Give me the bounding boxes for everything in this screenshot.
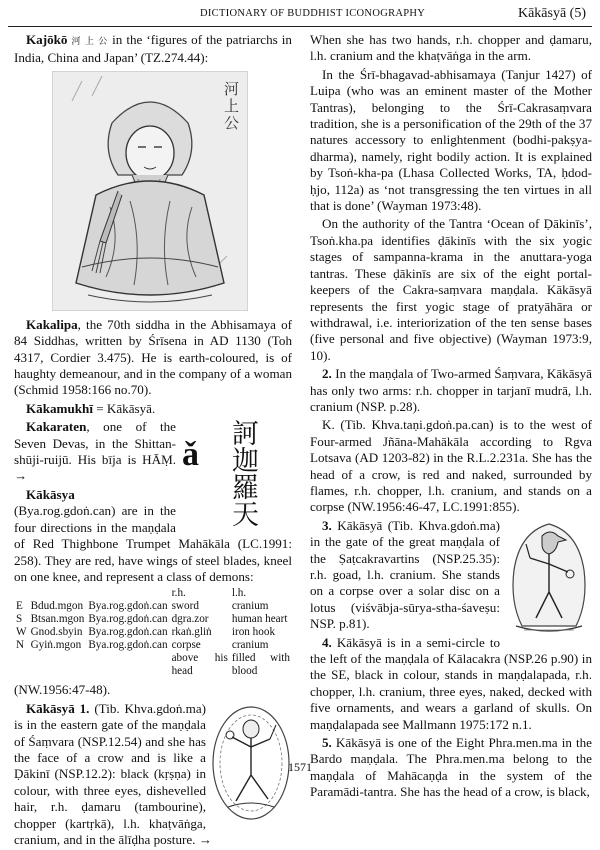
table-cell: E [16,600,23,613]
table-cell: Btsan.mgon [30,613,85,626]
table-cell: iron hook [231,626,276,639]
table-cell: rkaṅ.gliṅ [171,626,212,639]
cross-reference-arrow: → [198,831,212,847]
table-cell: Bya.rog.gdoṅ.can [88,600,168,613]
table-row [14,626,292,639]
kajoko-chars: 河 上 公 [71,37,109,47]
table-header [14,587,29,600]
table-cell: dgra.zor [171,613,209,626]
header-rule [8,26,592,27]
kakaraten-text: , one of the Seven Devas, in the Shittan-shūji-ruijū. His bīja is HĀṂ. [14,419,176,468]
headword-kakamukhi: Kākamukhī [26,400,93,416]
sense-number: 4. [322,634,332,650]
table-cell: Bya.rog.gdoṅ.can [88,639,168,652]
demon-table-reference: (NW.1956:47-48). [14,682,111,698]
table-cell: Bya.rog.gdoṅ.can [88,613,168,626]
sense-number: 3. [322,517,332,533]
table-header: r.h. [171,587,186,600]
headword-kakalipa: Kakalipa [26,316,78,332]
running-head-entry: Kākāsyā (5) [517,6,586,21]
table-header [86,587,169,600]
kakasya-text: (Bya.rog.gdoṅ.can) are in the four directions in the maṇḍala of Red Thighbone Trumpet Mahākāla (LC.1991: 258). They are red, have wings of steel blades, kneel on one knee, and represent a class of demons: [14,503,292,584]
table-row [14,639,292,678]
table-cell: Gnod.sbyin [30,626,83,639]
headword-kakaraten: Kakaraten [26,419,87,435]
kajoko-text: in the ‘figures of the patriarchs in India, China and Japan’ (TZ.274.44): [14,32,292,66]
vertical-char: 羅 [232,473,259,505]
headword-kakasya: Kākāsya [26,486,75,502]
headword-kakasya-1: Kākāsyā 1. [26,700,90,716]
table-cell: N [16,639,25,652]
table-cell: cranium filled with blood [231,639,290,678]
table-header-row [14,587,292,600]
table-cell: S [16,613,23,626]
sense-text: Kākāsyā (Tib. Khva.gdoṅ.ma) in the gate of the great maṇḍala of the Ṣaṭcakravartins (NSP.25.35): r.h. goad, l.h. cranium. She stands on a corpse over a solar disc on a lotus (viśvābja-sūrya-stha-śaveṣu: NSP. p.81). [310,517,500,632]
seed-syllable-glyph: ǎ [182,436,199,474]
table-cell: W [16,626,27,639]
table-cell: sword [171,600,199,613]
paragraph: In the Śrī-bhagavad-abhisamaya (Tanjur 1427) of Luipa (who was an eminent master of the Mother Tantras), belonging to the Śrī-Cakrasaṃvara tradition, she is a personification of the 29th of the 37 natures accessory to enlightenment (bodhi-pakṣya-dharma), namely, right bodily action. It is explained by Tsoṅ-kha-pa (Lhasa Collected Works, TA, ḥdod-ḥjo, 112a) as ‘not transgressing the ten virtues in all that is done’ (Wayman 1973:48). [310,66,592,214]
running-head-title: DICTIONARY OF BUDDHIST ICONOGRAPHY [200,8,426,19]
sense-text: Kākāsyā is in a semi-circle to the left of the maṇḍala of Kālacakra (NSP.26 p.90) in the SE, black in colour, stands in maṇḍalapada, r.h. chopper, l.h. cranium, three eyes, naked, decked with five ornaments, and wears a garland of skulls. On maṇḍalapada see Mallmann 1975:172 n.1. [310,634,592,732]
kakaraten-glyph-block [182,419,292,532]
kakaraten-vertical-characters [232,419,262,532]
sense-number: 2. [322,366,332,382]
running-head [0,6,600,24]
crow-headed-goddess-drawing [506,518,592,638]
portrait-inscription: 河上公 [224,79,240,132]
table-cell: corpse above his head [171,639,228,678]
sense-4 [310,635,592,733]
paragraph: K. (Tib. Khva.taṇi.gdoṅ.pa.can) is to the west of Four-armed Jñāna-Mahākāla according to Rgva Lotsava (AD 1203-82) in the R.L.2.231a. She has the head of a crow, is red and naked, surrounded by flames, r.h. chopper, l.h. cranium, and stands on a corpse (NW.1956:46-47, LC.1991:855). [310,417,592,515]
kakasya-1-text: (Tib. Khva.gdoṅ.ma) is in the eastern gate of the maṇḍala of Śaṃvara (NSP.12.54) and she has the face of a crow and is like a Ḍākinī (NSP.12.2): black (kṛṣṇa) in colour, with three eyes, dishevelled hair, r.h. ḍamaru (tambourine), chopper (kartṛkā), l.h. khaṭvāṅga, cranium, and in the ālīḍha posture. [14,700,207,847]
demon-table [14,587,292,678]
kajoko-portrait-illustration [52,71,248,311]
table-cell: Gyiṅ.mgon [30,639,82,652]
vertical-char: 天 [232,500,259,532]
sense-text: In the maṇḍala of Two-armed Śaṃvara, Kākāsyā has only two arms: r.h. chopper in tarjanī mudrā, l.h. cranium (NSP. p.28). [310,366,592,414]
entry-kajoko [14,32,292,67]
right-column [310,32,592,803]
paragraph: When she has two hands, r.h. chopper and ḍamaru, l.h. cranium and the khaṭvāṅga in the arm. [310,32,592,64]
table-cell: Bdud.mgon [30,600,84,613]
kakasya-standing-figure [506,518,592,638]
page-number: 1571 [288,760,312,774]
table-cell: cranium [231,600,269,613]
left-column [14,32,292,850]
patriarch-figure-drawing [52,71,248,311]
table-cell: Bya.rog.gdoṅ.can [88,626,168,639]
sense-text: Kākāsyā is one of the Eight Phra.men.ma in the Bardo maṇḍala. The Phra.men.ma belong to the maṇḍala of Mahācaṇḍa in the system of the Paramādi-tantra. She has the head of a crow, is black, [310,735,592,800]
table-row [14,613,292,626]
vertical-char: 訶 [232,419,259,451]
sense-2 [310,366,592,415]
headword-kajoko: Kajōkō [26,32,68,47]
cross-reference-arrow: → [14,468,28,484]
table-row [14,600,292,613]
vertical-char: 迦 [232,446,259,478]
table-header [29,587,87,600]
paragraph: On the authority of the Tantra ‘Ocean of Ḍākinīs’, Tsoṅ.kha.pa identifies ḍākinīs with the six yogic stages of sampanna-krama in the anuttara-yoga tantras. These ḍākinīs are six of the eight portal-keepers of the Cakra-saṃvara maṇḍala. Kākāsyā represents the first yogic stage of pratyāhāra or withdrawal, i.e. interiorization of the ten sense bases (five personal and five objective) (Wayman 1973:9, 10). [310,216,592,363]
entry-kakalipa [14,317,292,399]
table-header: l.h. [231,587,247,600]
entry-kakamukhi [14,401,292,417]
kakamukhi-text: = Kākāsyā. [92,400,156,416]
kakalipa-text: , the 70th siddha in the Abhisamaya of 84 Siddhas, written by Śrīsena in AD 1130 (Toh 4317, Cordier 3.475). He is earth-coloured, is of haughty demeanour, and in the company of a woman (Schmid 1958:166 no.70). [14,316,292,398]
table-cell: human heart [231,613,288,626]
sense-number: 5. [322,735,332,751]
